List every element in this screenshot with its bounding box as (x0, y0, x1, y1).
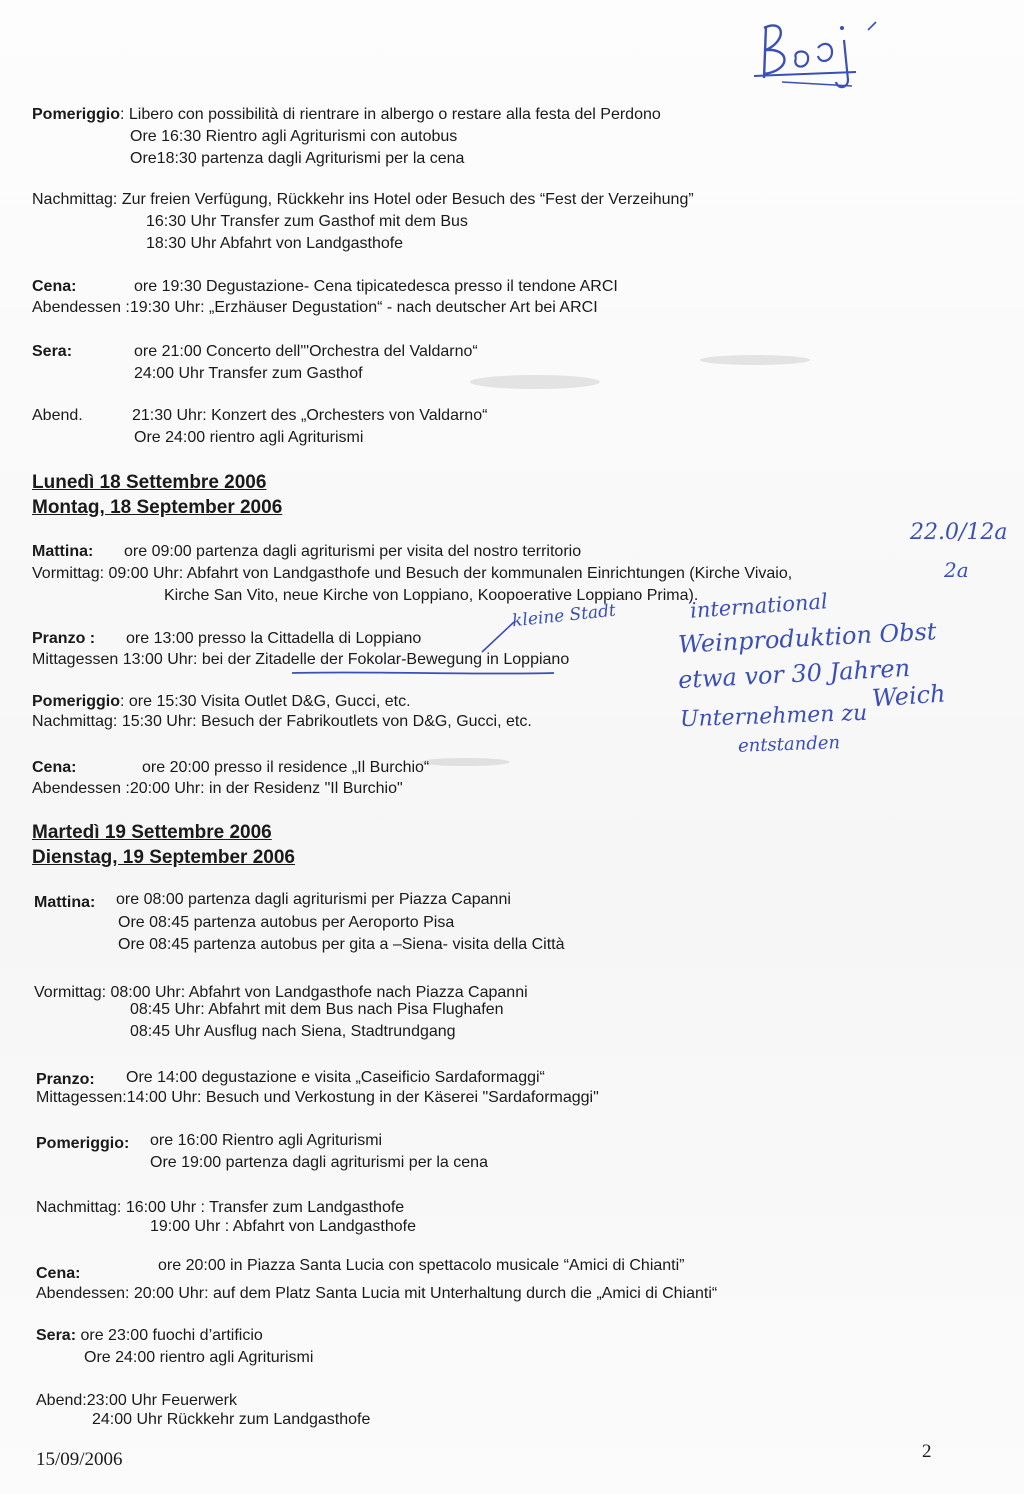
pranzo-text: ore 13:00 presso la Cittadella di Loppiano (126, 630, 422, 647)
abend-text: 21:30 Uhr: Konzert des „Orchesters von Valdarno“ (132, 407, 488, 424)
schedule-line: Ore 16:30 Rientro agli Agriturismi con autobus (130, 128, 458, 145)
handwritten-note: kleine Stadt (511, 600, 617, 632)
pomeriggio-text: : Libero con possibilità di rientrare in albergo o restare alla festa del Perdono (120, 106, 661, 123)
scan-smudge (700, 355, 810, 365)
day-heading-de: Montag, 18 September 2006 (32, 497, 283, 518)
mattina-label: Mattina: (32, 543, 94, 560)
cena-text: ore 20:00 in Piazza Santa Lucia con spettacolo musicale “Amici di Chianti” (158, 1257, 685, 1274)
sera-label: Sera: (36, 1327, 77, 1344)
schedule-line: Ore18:30 partenza dagli Agriturismi per la cena (130, 150, 465, 167)
cena-text: ore 19:30 Degustazione- Cena tipicatedesca presso il tendone ARCI (134, 278, 618, 295)
scan-smudge (420, 758, 510, 766)
sera-text: ore 23:00 fuochi d’artificio (80, 1327, 263, 1344)
pomeriggio-text: ore 16:00 Rientro agli Agriturismi (150, 1132, 383, 1149)
schedule-line: 24:00 Uhr Transfer zum Gasthof (134, 365, 363, 382)
handwritten-underline (290, 668, 560, 678)
schedule-line: Ore 19:00 partenza dagli agriturismi per la cena (150, 1154, 488, 1171)
schedule-line: 16:30 Uhr Transfer zum Gasthof mit dem Bus (146, 213, 468, 230)
vormittag-line: 08:45 Uhr Ausflug nach Siena, Stadtrundgang (130, 1023, 456, 1040)
sera-text: ore 21:00 Concerto dell'"Orchestra del Valdarno“ (134, 343, 478, 360)
schedule-line: 24:00 Uhr Rückkehr zum Landgasthofe (92, 1411, 371, 1428)
page-number: 2 (922, 1441, 932, 1462)
schedule-line: 19:00 Uhr : Abfahrt von Landgasthofe (150, 1218, 416, 1235)
pomeriggio-line (32, 692, 411, 712)
sera-line (36, 1326, 263, 1346)
pomeriggio-line (32, 105, 661, 125)
vormittag-line: 08:45 Uhr: Abfahrt mit dem Bus nach Pisa Flughafen (130, 1001, 504, 1018)
mattina-text: ore 09:00 partenza dagli agriturismi per visita del nostro territorio (124, 543, 582, 560)
handwritten-date-note: 2a (944, 558, 969, 582)
pomeriggio-label: Pomeriggio (32, 106, 121, 123)
schedule-line: Ore 08:45 partenza autobus per Aeroporto Pisa (118, 914, 455, 931)
footer-date: 15/09/2006 (36, 1449, 123, 1470)
schedule-line: Ore 24:00 rientro agli Agriturismi (84, 1349, 314, 1366)
pomeriggio-label: Pomeriggio (32, 693, 121, 710)
handwritten-stroke (478, 620, 518, 656)
vormittag-line: Kirche San Vito, neue Kirche von Loppiano, Koopoerative Loppiano Prima). (164, 587, 699, 604)
pranzo-text: Ore 14:00 degustazione e visita „Caseificio Sardaformaggi“ (126, 1069, 545, 1086)
handwritten-note: entstanden (737, 732, 841, 757)
vormittag-line: Vormittag: 08:00 Uhr: Abfahrt von Landgasthofe nach Piazza Capanni (34, 984, 528, 1001)
handwritten-signature-mark (752, 12, 882, 92)
mittagessen-line: Mittagessen:14:00 Uhr: Besuch und Verkostung in der Käserei "Sardaformaggi" (36, 1089, 599, 1106)
mittagessen-line: Mittagessen 13:00 Uhr: bei der Zitadelle der Fokolar-Bewegung in Loppiano (32, 651, 570, 668)
cena-label: Cena: (36, 1265, 81, 1282)
vormittag-line: Vormittag: 09:00 Uhr: Abfahrt von Landgasthofe und Besuch der kommunalen Einrichtungen (Kirche Vivaio, (32, 565, 793, 582)
nachmittag-line: Nachmittag: 16:00 Uhr : Transfer zum Landgasthofe (36, 1199, 405, 1216)
day-heading-it: Martedì 19 Settembre 2006 (32, 822, 272, 843)
schedule-line: Ore 24:00 rientro agli Agriturismi (134, 429, 364, 446)
abendessen-line: Abendessen :20:00 Uhr: in der Residenz "Il Burchio" (32, 780, 403, 797)
sera-label: Sera: (32, 343, 73, 360)
nachmittag-line: Nachmittag: Zur freien Verfügung, Rückkehr ins Hotel oder Besuch des “Fest der Verzeihung” (32, 191, 694, 208)
abend-line: Abend:23:00 Uhr Feuerwerk (36, 1392, 237, 1409)
handwritten-note: etwa vor 30 Jahren (677, 653, 911, 695)
handwritten-note: Weich (871, 679, 947, 713)
day-heading-de: Dienstag, 19 September 2006 (32, 847, 295, 868)
schedule-line: Ore 08:45 partenza autobus per gita a –Siena- visita della Città (118, 936, 565, 953)
abend-label: Abend. (32, 407, 83, 424)
schedule-line: 18:30 Uhr Abfahrt von Landgasthofe (146, 235, 404, 252)
day-heading-it: Lunedì 18 Settembre 2006 (32, 472, 267, 493)
cena-label: Cena: (32, 759, 77, 776)
mattina-text: ore 08:00 partenza dagli agriturismi per Piazza Capanni (116, 891, 511, 908)
mattina-label: Mattina: (34, 894, 96, 911)
pomeriggio-label: Pomeriggio: (36, 1135, 130, 1152)
handwritten-note: Unternehmen zu (679, 700, 868, 733)
abendessen-line: Abendessen :19:30 Uhr: „Erzhäuser Degustation“ - nach deutscher Art bei ARCI (32, 299, 598, 316)
handwritten-note: international (689, 589, 829, 623)
nachmittag-line: Nachmittag: 15:30 Uhr: Besuch der Fabrikoutlets von D&G, Gucci, etc. (32, 713, 532, 730)
cena-label: Cena: (32, 278, 77, 295)
abendessen-line: Abendessen: 20:00 Uhr: auf dem Platz Santa Lucia mit Unterhaltung durch die „Amici di Chianti“ (36, 1285, 718, 1302)
pomeriggio-text: : ore 15:30 Visita Outlet D&G, Gucci, etc. (120, 693, 411, 710)
scan-smudge (470, 375, 600, 389)
pranzo-label: Pranzo : (32, 630, 96, 647)
cena-text: ore 20:00 presso il residence „Il Burchio“ (142, 759, 430, 776)
handwritten-note: Weinproduktion Obst (677, 617, 938, 659)
handwritten-date-note: 22.0/12a (910, 520, 1008, 545)
pranzo-label: Pranzo: (36, 1071, 95, 1088)
